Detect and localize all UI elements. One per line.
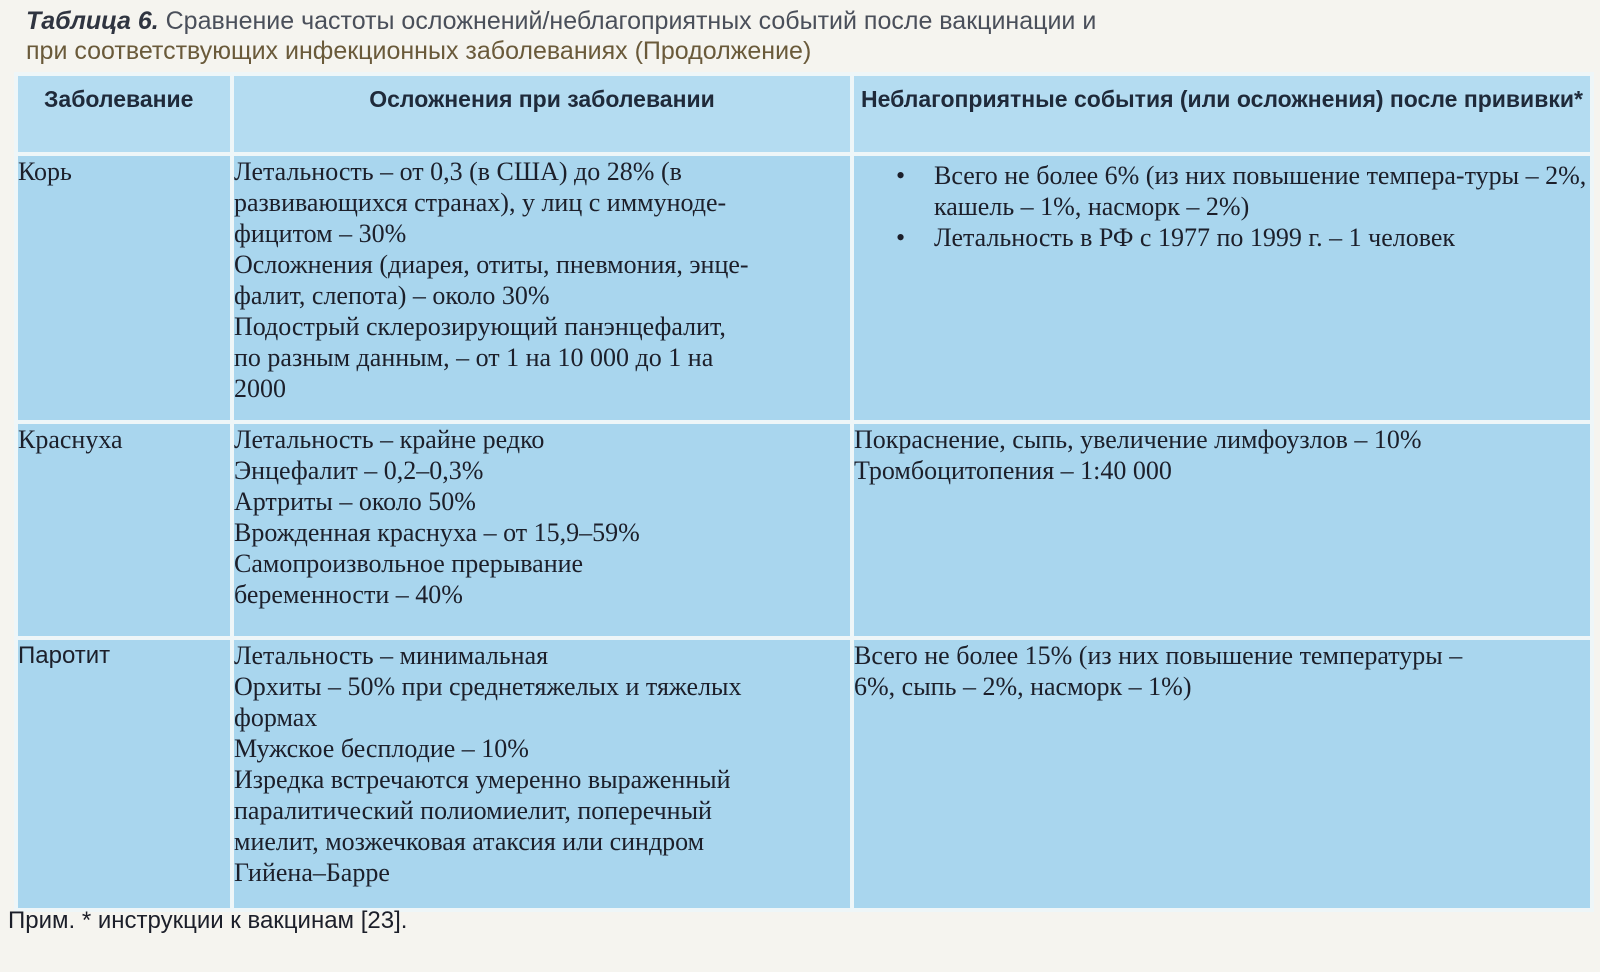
text-line: Летальность – минимальная: [234, 641, 549, 670]
header-complications: Осложнения при заболевании: [232, 74, 852, 154]
complications-cell: [232, 422, 852, 638]
caption-line-2: при соответствующих инфекционных заболеваниях (Продолжение): [26, 37, 812, 65]
disease-cell: Корь: [16, 154, 232, 422]
bullet-item: • Летальность в РФ с 1977 по 1999 г. – 1 человек: [934, 222, 1590, 253]
adverse-events-cell: [852, 422, 1592, 638]
table-row: [16, 638, 1592, 910]
bullet-list: [854, 160, 1590, 253]
caption-text-1: Сравнение частоты осложнений/неблагоприятных событий после вакцинации и: [158, 7, 1097, 35]
complications-cell: [232, 638, 852, 910]
header-adverse-events: Неблагоприятные события (или осложнения) после прививки*: [852, 74, 1592, 154]
text-line: беременности – 40%: [234, 580, 463, 609]
text-line: Артриты – около 50%: [234, 487, 476, 516]
complications-cell: [232, 154, 852, 422]
table-row: [16, 154, 1592, 422]
text-line: Самопроизвольное прерывание: [234, 549, 584, 578]
caption-label: Таблица 6.: [26, 7, 159, 35]
text-line: фицитом – 30%: [234, 219, 407, 248]
footnote: Прим. * инструкции к вакцинам [23].: [8, 907, 408, 934]
text-line: Орхиты – 50% при среднетяжелых и тяжелых: [234, 672, 742, 701]
text-line: Тромбоцитопения – 1:40 000: [854, 456, 1172, 485]
text-line: Энцефалит – 0,2–0,3%: [234, 456, 484, 485]
table-row: [16, 422, 1592, 638]
text-line: Покраснение, сыпь, увеличение лимфоузлов – 10%: [854, 425, 1422, 454]
text-line: 2000: [234, 374, 286, 403]
text-line: развивающихся странах), у лиц с иммуноде-: [234, 188, 727, 217]
caption-line-1: [26, 6, 1566, 36]
disease-cell: Краснуха: [16, 422, 232, 638]
text-line: Осложнения (диарея, отиты, пневмония, энце-: [234, 250, 749, 279]
text-line: Гийена–Барре: [234, 858, 390, 887]
text-line: 6%, сыпь – 2%, насморк – 1%): [854, 672, 1192, 701]
text-line: Мужское бесплодие – 10%: [234, 734, 529, 763]
bullet-item: • Всего не более 6% (из них повышение темпера-туры – 2%, кашель – 1%, насморк – 2%): [934, 160, 1590, 222]
text-line: по разным данным, – от 1 на 10 000 до 1 на: [234, 343, 714, 372]
text-line: Всего не более 15% (из них повышение температуры –: [854, 641, 1463, 670]
text-line: формах: [234, 703, 318, 732]
comparison-table: [14, 72, 1590, 908]
text-line: паралитический полиомиелит, поперечный: [234, 796, 712, 825]
adverse-events-cell: [852, 638, 1592, 910]
text-line: Врожденная краснуха – от 15,9–59%: [234, 518, 640, 547]
text-line: Изредка встречаются умеренно выраженный: [234, 765, 731, 794]
text-line: Летальность – крайне редко: [234, 425, 545, 454]
header-disease: Заболевание: [16, 74, 232, 154]
disease-cell: Паротит: [16, 638, 232, 910]
adverse-events-cell: [852, 154, 1592, 422]
text-line: Летальность – от 0,3 (в США) до 28% (в: [234, 157, 682, 186]
text-line: Подострый склерозирующий панэнцефалит,: [234, 312, 726, 341]
text-line: миелит, мозжечковая атаксия или синдром: [234, 827, 705, 856]
text-line: фалит, слепота) – около 30%: [234, 281, 550, 310]
table-caption: [26, 6, 1566, 66]
header-row: [16, 74, 1592, 154]
